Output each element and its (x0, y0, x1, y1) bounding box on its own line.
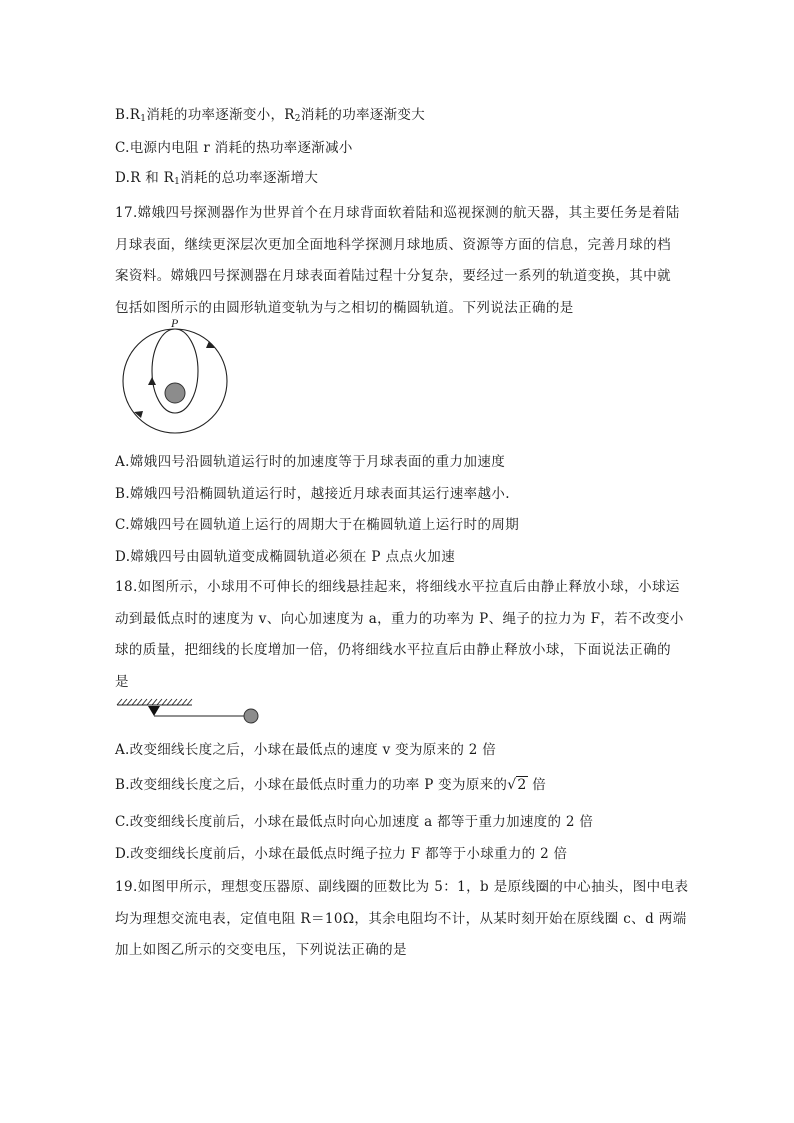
q17-stem-line: 包括如图所示的由圆形轨道变轨为与之相切的椭圆轨道。下列说法正确的是 (115, 299, 574, 316)
orbit-figure (112, 315, 242, 435)
q18-stem (115, 572, 695, 698)
point-p-label: P (171, 316, 179, 330)
q16-option-c: C.电源内电阻 r 消耗的热功率逐渐减小 (115, 140, 353, 156)
q18-stem-line: 是 (115, 673, 129, 690)
q19-stem (115, 872, 695, 967)
q17-stem-line: 17.嫦娥四号探测器作为世界首个在月球背面软着陆和巡视探测的航天器，其主要任务是着陆 (115, 205, 680, 221)
pendulum-figure (114, 695, 264, 731)
q18-option-d: D.改变细线长度前后，小球在最低点时绳子拉力 F 都等于小球重力的 2 倍 (115, 846, 568, 862)
q19-stem-line: 均为理想交流电表，定值电阻 R＝10Ω，其余电阻均不计，从某时刻开始在原线圈 c、d 两端 (115, 910, 687, 927)
q18-option-c: C.改变细线长度前后，小球在最低点时向心加速度 a 都等于重力加速度的 2 倍 (115, 814, 594, 830)
q16-option-b: $B.R_1$消耗的功率逐渐变小，$R_2$消耗的功率逐渐变大 (115, 107, 426, 124)
q19-stem-line: 19.如图甲所示，理想变压器原、副线圈的匝数比为 5：1，b 是原线圈的中心抽头，图中电表 (115, 879, 689, 895)
q16-option-d: D.R 和 $R_1$消耗的总功率逐渐增大 (115, 170, 319, 187)
ball (244, 709, 258, 723)
ceiling-hatch (117, 699, 192, 705)
q17-stem-line: 案资料。嫦娥四号探测器在月球表面着陆过程十分复杂，要经过一系列的轨道变换，其中就 (115, 268, 671, 284)
q18-option-b: B.改变细线长度之后，小球在最低点时重力的功率 P 变为原来的√2 倍 (115, 777, 547, 793)
q17-option-b: B.嫦娥四号沿椭圆轨道运行时，越接近月球表面其运行速率越小. (115, 485, 511, 502)
ellipse-direction-arrow (148, 377, 156, 385)
q17-options (115, 447, 695, 573)
orbit-direction-arrow (206, 341, 215, 348)
q18-stem-line: 动到最低点时的速度为 v、向心加速度为 a，重力的功率为 P、绳子的拉力为 F，若不改变小 (115, 610, 684, 627)
sqrt-2: √2 (507, 777, 527, 793)
q17-option-d: D.嫦娥四号由圆轨道变成椭圆轨道必须在 P 点点火加速 (115, 548, 456, 565)
q17-stem (115, 198, 695, 324)
q17-stem-line: 月球表面，继续更深层次更加全面地科学探测月球地质、资源等方面的信息，完善月球的档 (115, 236, 671, 253)
q19-stem-line: 加上如图乙所示的交变电压，下列说法正确的是 (115, 942, 407, 958)
pivot (148, 706, 160, 716)
q18-stem-line: 18.如图所示，小球用不可伸长的细线悬挂起来，将细线水平拉直后由静止释放小球，小球运 (115, 579, 680, 595)
q18-option-a: A.改变细线长度之后，小球在最低点的速度 v 变为原来的 2 倍 (115, 742, 497, 758)
q17-option-c: C.嫦娥四号在圆轨道上运行的周期大于在椭圆轨道上运行时的周期 (115, 517, 520, 533)
moon (165, 383, 185, 403)
q17-option-a: A.嫦娥四号沿圆轨道运行时的加速度等于月球表面的重力加速度 (115, 454, 506, 470)
q18-stem-line: 球的质量，把细线的长度增加一倍，仍将细线水平拉直后由静止释放小球，下面说法正确的 (115, 642, 671, 658)
